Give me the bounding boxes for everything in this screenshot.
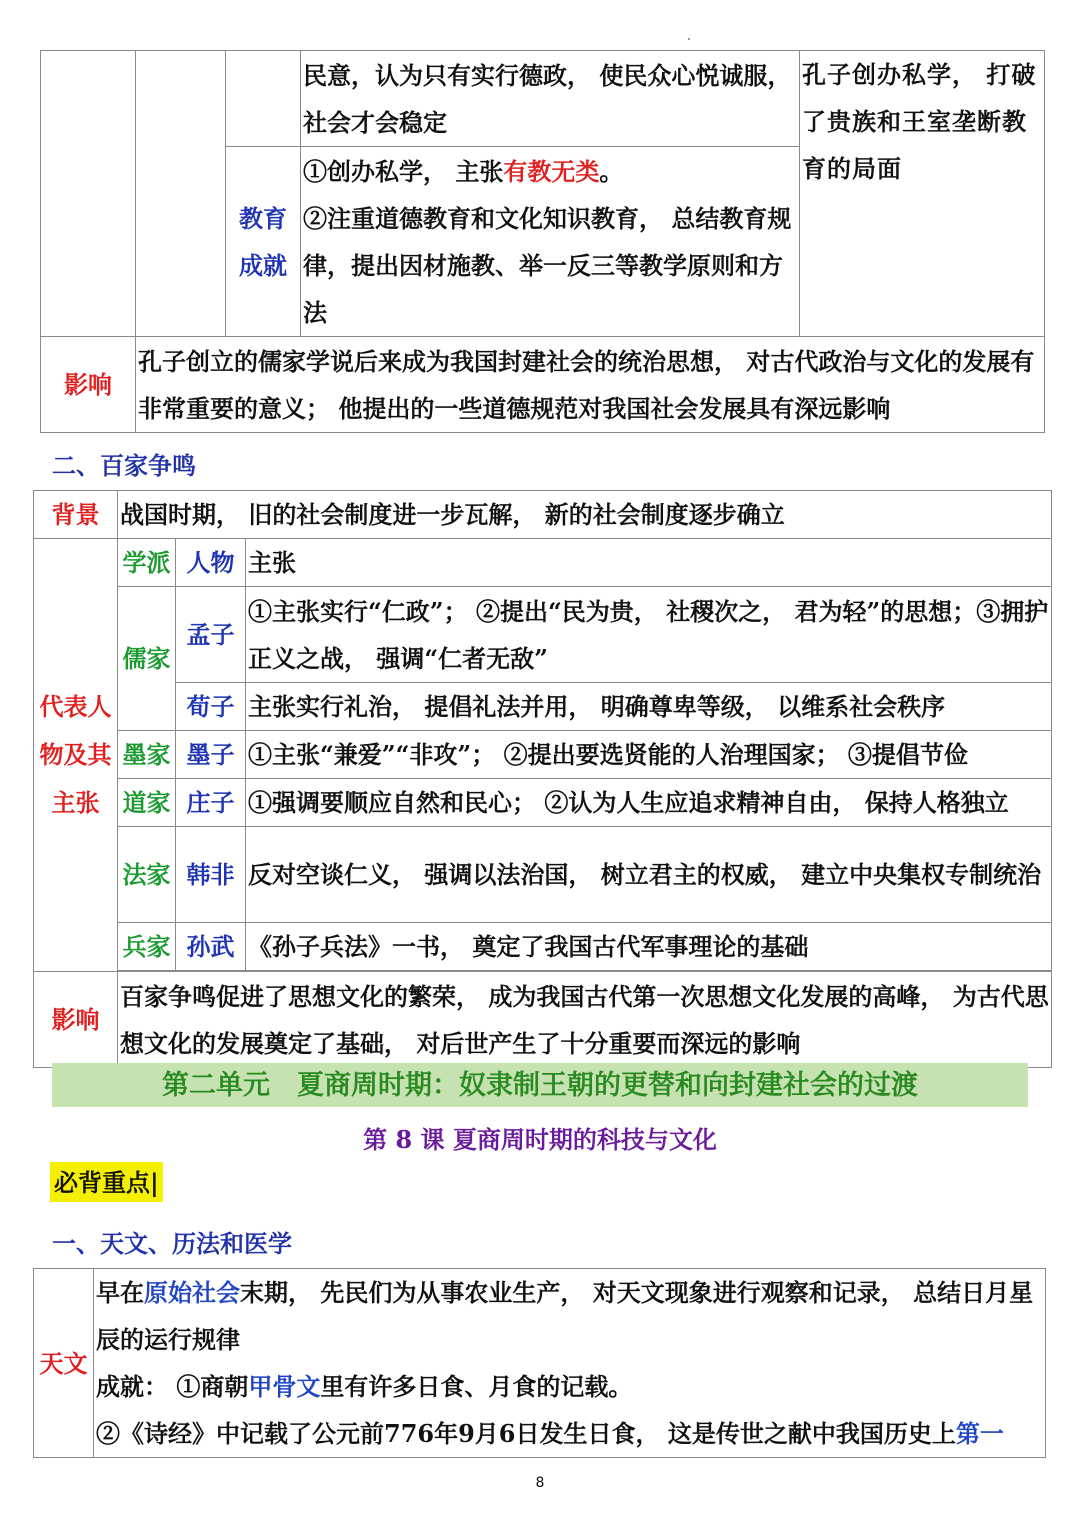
- representatives-label: 代表人物及其主张: [34, 539, 118, 972]
- astronomy-text: [94, 1269, 1046, 1458]
- impact-label: 影响: [34, 972, 118, 1068]
- person-cell: 韩非: [176, 827, 246, 923]
- school-cell: 法家: [118, 827, 176, 923]
- background-text: 战国时期， 旧的社会制度进一步瓦解， 新的社会制度逐步确立: [118, 491, 1052, 539]
- astro-line3: [96, 1419, 1004, 1448]
- claim-cell: 《孙子兵法》一书， 奠定了我国古代军事理论的基础: [246, 923, 1052, 971]
- claim-cell: 反对空谈仁义， 强调以法治国， 树立君主的权威， 建立中央集权专制统治: [246, 827, 1052, 923]
- edu-line1: [303, 157, 623, 186]
- astronomy-label: 天文: [34, 1269, 94, 1458]
- header-claim: 主张: [246, 539, 1052, 587]
- edu-line2: ②注重道德教育和文化知识教育， 总结教育规律，提出因材施教、举一反三等教学原则和方法: [303, 203, 792, 327]
- background-label: 背景: [34, 491, 118, 539]
- politics-text: 民意，认为只有实行德政， 使民众心悦诚服，社会才会稳定: [301, 51, 800, 147]
- claim-cell: ①主张“兼爱”“非攻”； ②提出要选贤能的人治理国家； ③提倡节俭: [246, 731, 1052, 779]
- astronomy-table: [33, 1268, 1046, 1458]
- edu-line1-pre: ①创办私学， 主张: [303, 156, 504, 186]
- unit-banner: 第二单元 夏商周时期：奴隶制王朝的更替和向封建社会的过渡: [52, 1063, 1028, 1107]
- school-cell: 兵家: [118, 923, 176, 971]
- edu-line1-post: 。: [599, 156, 624, 186]
- must-recite-tag: 必背重点|: [50, 1162, 163, 1202]
- header-school: 学派: [118, 539, 176, 587]
- astro-line3-pre: ②《诗经》中记载了公元前776年9月6日发生日食， 这是传世之献中我国历史上: [96, 1419, 956, 1448]
- section-title-astronomy: 一、天文、历法和医学: [52, 1229, 292, 1258]
- header-person: 人物: [176, 539, 246, 587]
- section-title-baijia: 二、百家争鸣: [52, 451, 196, 480]
- person-cell: 庄子: [176, 779, 246, 827]
- confucius-table: [40, 50, 1045, 433]
- empty-cell: [226, 51, 301, 147]
- impact-label: 影响: [41, 337, 136, 433]
- school-cell: 道家: [118, 779, 176, 827]
- astro-line2-pre: 成就： ①商朝: [96, 1372, 249, 1401]
- astro-highlight: 原始社会: [144, 1278, 240, 1307]
- astro-line1-pre: 早在: [96, 1278, 144, 1307]
- education-label: 教育成就: [226, 147, 301, 337]
- scan-dot: [688, 38, 690, 40]
- claim-cell: ①主张实行“仁政”； ②提出“民为贵， 社稷次之， 君为轻”的思想；③拥护正义之战， 强调“仁者无敌”: [246, 587, 1052, 683]
- lesson-title: 第 8 课 夏商周时期的科技与文化: [363, 1125, 717, 1154]
- claim-cell: 主张实行礼治， 提倡礼法并用， 明确尊卑等级， 以维系社会秩序: [246, 683, 1052, 731]
- school-cell: 儒家: [118, 587, 176, 731]
- hundred-schools-table: [33, 490, 1052, 1068]
- school-cell: 墨家: [118, 731, 176, 779]
- impact-text: 孔子创立的儒家学说后来成为我国封建社会的统治思想， 对古代政治与文化的发展有非常重要的意义； 他提出的一些道德规范对我国社会发展具有深远影响: [136, 337, 1045, 433]
- education-text: [301, 147, 800, 337]
- edu-highlight: 有教无类: [503, 156, 600, 186]
- astro-line1: [96, 1278, 1033, 1354]
- private-school-text: 孔子创办私学， 打破了贵族和王室垄断教育的局面: [800, 51, 1045, 337]
- astro-highlight: 甲骨文: [248, 1372, 321, 1401]
- impact-text: 百家争鸣促进了思想文化的繁荣， 成为我国古代第一次思想文化发展的高峰， 为古代思想文化的发展奠定了基础， 对后世产生了十分重要而深远的影响: [118, 972, 1052, 1068]
- claim-cell: ①强调要顺应自然和民心； ②认为人生应追求精神自由， 保持人格独立: [246, 779, 1052, 827]
- person-cell: 孙武: [176, 923, 246, 971]
- person-cell: 孟子: [176, 587, 246, 683]
- page-number: 8: [535, 1475, 545, 1491]
- astro-highlight: 第一: [955, 1419, 1004, 1448]
- empty-cell: [136, 51, 226, 337]
- astro-line1-post: 末期， 先民们为从事农业生产， 对天文现象进行观察和记录， 总结日月星辰的运行规律: [96, 1278, 1034, 1354]
- astro-line2-post: 里有许多日食、月食的记载。: [320, 1372, 633, 1401]
- person-cell: 墨子: [176, 731, 246, 779]
- person-cell: 荀子: [176, 683, 246, 731]
- astro-line2: [96, 1372, 632, 1401]
- empty-cell: [41, 51, 136, 337]
